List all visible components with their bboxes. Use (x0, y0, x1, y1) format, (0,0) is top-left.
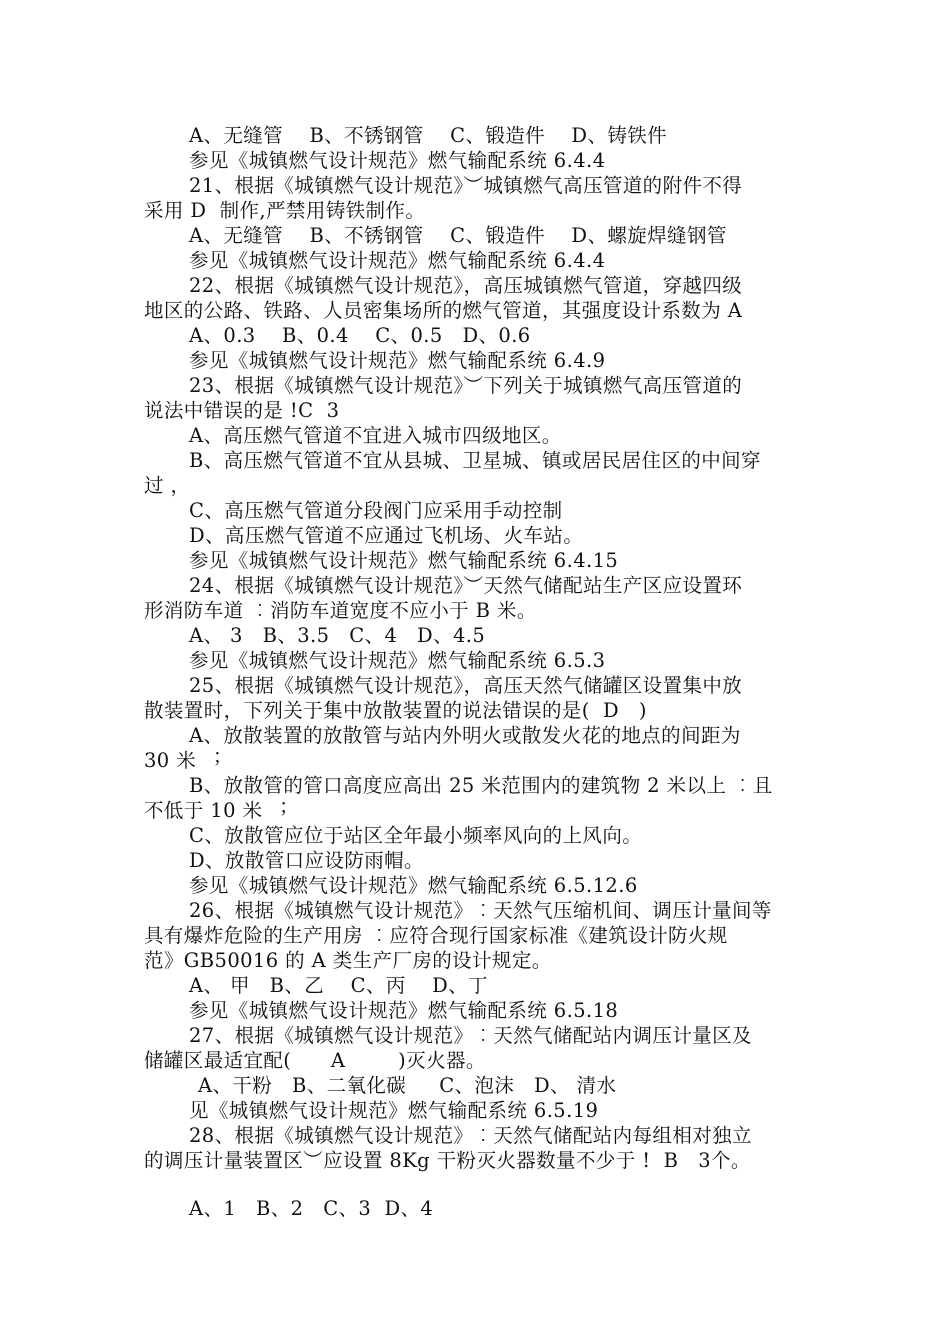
q25-reference: 参见《城镇燃气设计规范》燃气输配系统 6.5.12.6 (189, 874, 638, 897)
q24-question-line-2: 形消防车道 ︰消防车道宽度不应小于 B 米。 (144, 599, 537, 622)
q23-question-line-1: 23、根据《城镇燃气设计规范》︶下列关于城镇燃气高压管道的 (189, 374, 743, 397)
q21-question-line-2: 采用 D 制作,严禁用铸铁制作。 (144, 199, 426, 222)
q22-options: A、0.3 B、0.4 C、0.5 D、0.6 (189, 324, 531, 347)
q23-option-a: A、高压燃气管道不宜进入城市四级地区。 (189, 424, 562, 447)
q21-options: A、无缝管 B、不锈钢管 C、锻造件 D、螺旋焊缝钢管 (189, 224, 727, 247)
q21-question-line-1: 21、根据《城镇燃气设计规范》︶城镇燃气高压管道的附件不得 (189, 174, 743, 197)
q23-option-b-line-2: 过 ， (144, 474, 191, 497)
q25-option-d: D、放散管口应设防雨帽。 (189, 849, 424, 872)
q23-reference: 参见《城镇燃气设计规范》燃气输配系统 6.4.15 (189, 549, 619, 572)
q28-question-line-2: 的调压计量装置区︶应设置 8Kg 干粉灭火器数量不少于 ! B 3个。 (144, 1149, 751, 1172)
q28-options: A、1 B、2 C、3 D、4 (189, 1197, 434, 1220)
q24-reference: 参见《城镇燃气设计规范》燃气输配系统 6.5.3 (189, 649, 606, 672)
q28-question-line-1: 28、根据《城镇燃气设计规范》︰天然气储配站内每组相对独立 (189, 1124, 752, 1147)
q25-question-line-2: 散装置时，下列关于集中放散装置的说法错误的是( D ) (144, 699, 647, 722)
q25-option-b-line-2: 不低于 10 米 ︔ (144, 799, 289, 822)
q25-option-a-line-1: A、放散装置的放散管与站内外明火或散发火花的地点的间距为 (189, 724, 741, 747)
q24-question-line-1: 24、根据《城镇燃气设计规范》︶天然气储配站生产区应设置环 (189, 574, 743, 597)
q23-option-b-line-1: B、高压燃气管道不宜从县城、卫星城、镇或居民居住区的中间穿 (189, 449, 761, 472)
q20-options: A、无缝管 B、不锈钢管 C、锻造件 D、铸铁件 (189, 124, 668, 147)
q27-options: A、干粉 B、二氧化碳 C、泡沫 D、 清水 (198, 1074, 617, 1097)
q25-option-a-line-2: 30 米 ︔ (144, 749, 223, 772)
q25-option-b-line-1: B、放散管的管口高度应高出 25 米范围内的建筑物 2 米以上 ︰且 (189, 774, 773, 797)
q22-reference: 参见《城镇燃气设计规范》燃气输配系统 6.4.9 (189, 349, 606, 372)
q27-reference: 见《城镇燃气设计规范》燃气输配系统 6.5.19 (189, 1099, 599, 1122)
q21-reference: 参见《城镇燃气设计规范》燃气输配系统 6.4.4 (189, 249, 606, 272)
q27-question-line-1: 27、根据《城镇燃气设计规范》︰天然气储配站内调压计量区及 (189, 1024, 752, 1047)
q27-question-line-2: 储罐区最适宜配( A )灭火器。 (144, 1049, 486, 1072)
q23-option-c: C、高压燃气管道分段阀门应采用手动控制 (189, 499, 563, 522)
q23-question-line-2: 说法中错误的是 !C 3 (144, 399, 340, 422)
q26-options: A、 甲 B、乙 C、丙 D、丁 (189, 974, 488, 997)
q22-question-line-1: 22、根据《城镇燃气设计规范》，高压城镇燃气管道，穿越四级 (189, 274, 743, 297)
q26-question-line-2: 具有爆炸危险的生产用房 ︰应符合现行国家标准《建筑设计防火规 (144, 924, 728, 947)
q26-question-line-1: 26、根据《城镇燃气设计规范》︰天然气压缩机间、调压计量间等 (189, 899, 772, 922)
q26-reference: 参见《城镇燃气设计规范》燃气输配系统 6.5.18 (189, 999, 619, 1022)
q24-options: A、 3 B、3.5 C、4 D、4.5 (189, 624, 486, 647)
q20-reference: 参见《城镇燃气设计规范》燃气输配系统 6.4.4 (189, 149, 606, 172)
q26-question-line-3: 范》GB50016 的 A 类生产厂房的设计规定。 (144, 949, 552, 972)
q22-question-line-2: 地区的公路、铁路、人员密集场所的燃气管道，其强度设计系数为 A (144, 299, 743, 322)
q25-question-line-1: 25、根据《城镇燃气设计规范》，高压天然气储罐区设置集中放 (189, 674, 743, 697)
q25-option-c: C、放散管应位于站区全年最小频率风向的上风向。 (189, 824, 643, 847)
q23-option-d: D、高压燃气管道不应通过飞机场、火车站。 (189, 524, 584, 547)
